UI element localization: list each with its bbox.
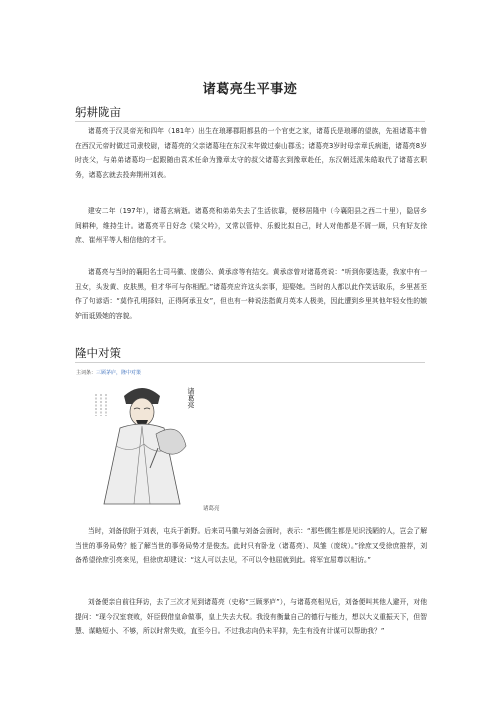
figure-top-caption-links[interactable]: 三顾茅庐，隆中对策 (96, 370, 142, 376)
figure-top-caption-prefix: 主词条： (76, 370, 97, 376)
paragraph-5: 刘备便亲自前往拜访，去了三次才见到诸葛亮（史称“三顾茅庐”），与诸葛亮相见后，刘备便叫其他人避开，对他提问：“现今汉室衰败，奸臣假借皇命做事，皇上失去大权。我没有衡量自己的德行与能力，想以大义重振天下，但智慧、谋略短小、不够，所以时常失败，直至今日。不过我志向仍未平抑，先生有没有计谋可以帮助我？” (75, 598, 427, 635)
paragraph-4: 当时，刘备依附于刘表，屯兵于新野。后来司马徽与刘备会面时，表示：“那些儒生都是见识浅陋的人，岂会了解当世的事务局势？能了解当世的事务局势才是俊杰。此时只有卧龙（诸葛亮）、凤雏（庞统）。”徐庶又受徐庶推荐，刘备希望徐庶引亮来见，但徐庶却建议：“这人可以去见，不可以令他屈就到此。将军宜屈尊以相访。” (75, 527, 427, 564)
paragraph-1: 诸葛亮于汉灵帝光和四年（181年）出生在琅琊郡阳都县的一个官吏之家，诸葛氏是琅琊的望族，先祖诸葛丰曾在西汉元帝时做过司隶校尉，诸葛亮的父亲诸葛珪在东汉末年做过泰山郡丞；诸葛亮3岁时母亲章氏病逝，诸葛亮8岁时丧父，与弟弟诸葛均一起跟随由袁术任命为豫章太守的叔父诸葛玄到豫章赴任，东汉朝廷派朱皓取代了诸葛玄职务，诸葛玄就去投奔荆州刘表。 (75, 127, 427, 179)
page-title: 诸葛亮生平事迹 (202, 82, 298, 97)
portrait-inscription: 诸葛亮 (187, 387, 195, 409)
section-divider-2 (75, 362, 425, 363)
portrait-figure (76, 369, 226, 511)
section-heading-2: 隆中对策 (75, 346, 121, 360)
paragraph-2: 建安二年（197年），诸葛玄病逝。诸葛亮和弟弟失去了生活依靠，便移居隆中（今襄阳县之西二十里），隐居乡间耕种，维持生计。诸葛亮平日好念《梁父吟》，又常以管仲、乐毅比拟自己，时人对他都是不屑一顾，只有好友徐庶、崔州平等人相信他的才干。 (75, 207, 427, 244)
figure-caption: 诸葛亮 (203, 506, 220, 512)
section-divider-1 (75, 121, 425, 122)
figure-top-caption (76, 369, 141, 376)
paragraph-3: 诸葛亮与当时的襄阳名士司马徽、庞德公、黄承彦等有结交。黄承彦曾对诸葛亮说：“听到你要选妻，我家中有一丑女，头发黄、皮肤黑，但才华可与你相配。”诸葛亮应许这头亲事，迎娶她。当时的人都以此作笑话取乐，乡里甚至作了句谚语：“莫作孔明择妇，正得阿承丑女”，但也有一种说法指黄月英本人极美，因此遭到乡里其他年轻女性的嫉妒而诋毁她的容貌。 (75, 268, 427, 320)
zhuge-liang-portrait-image (86, 376, 206, 506)
section-heading-1: 躬耕陇亩 (75, 105, 121, 119)
